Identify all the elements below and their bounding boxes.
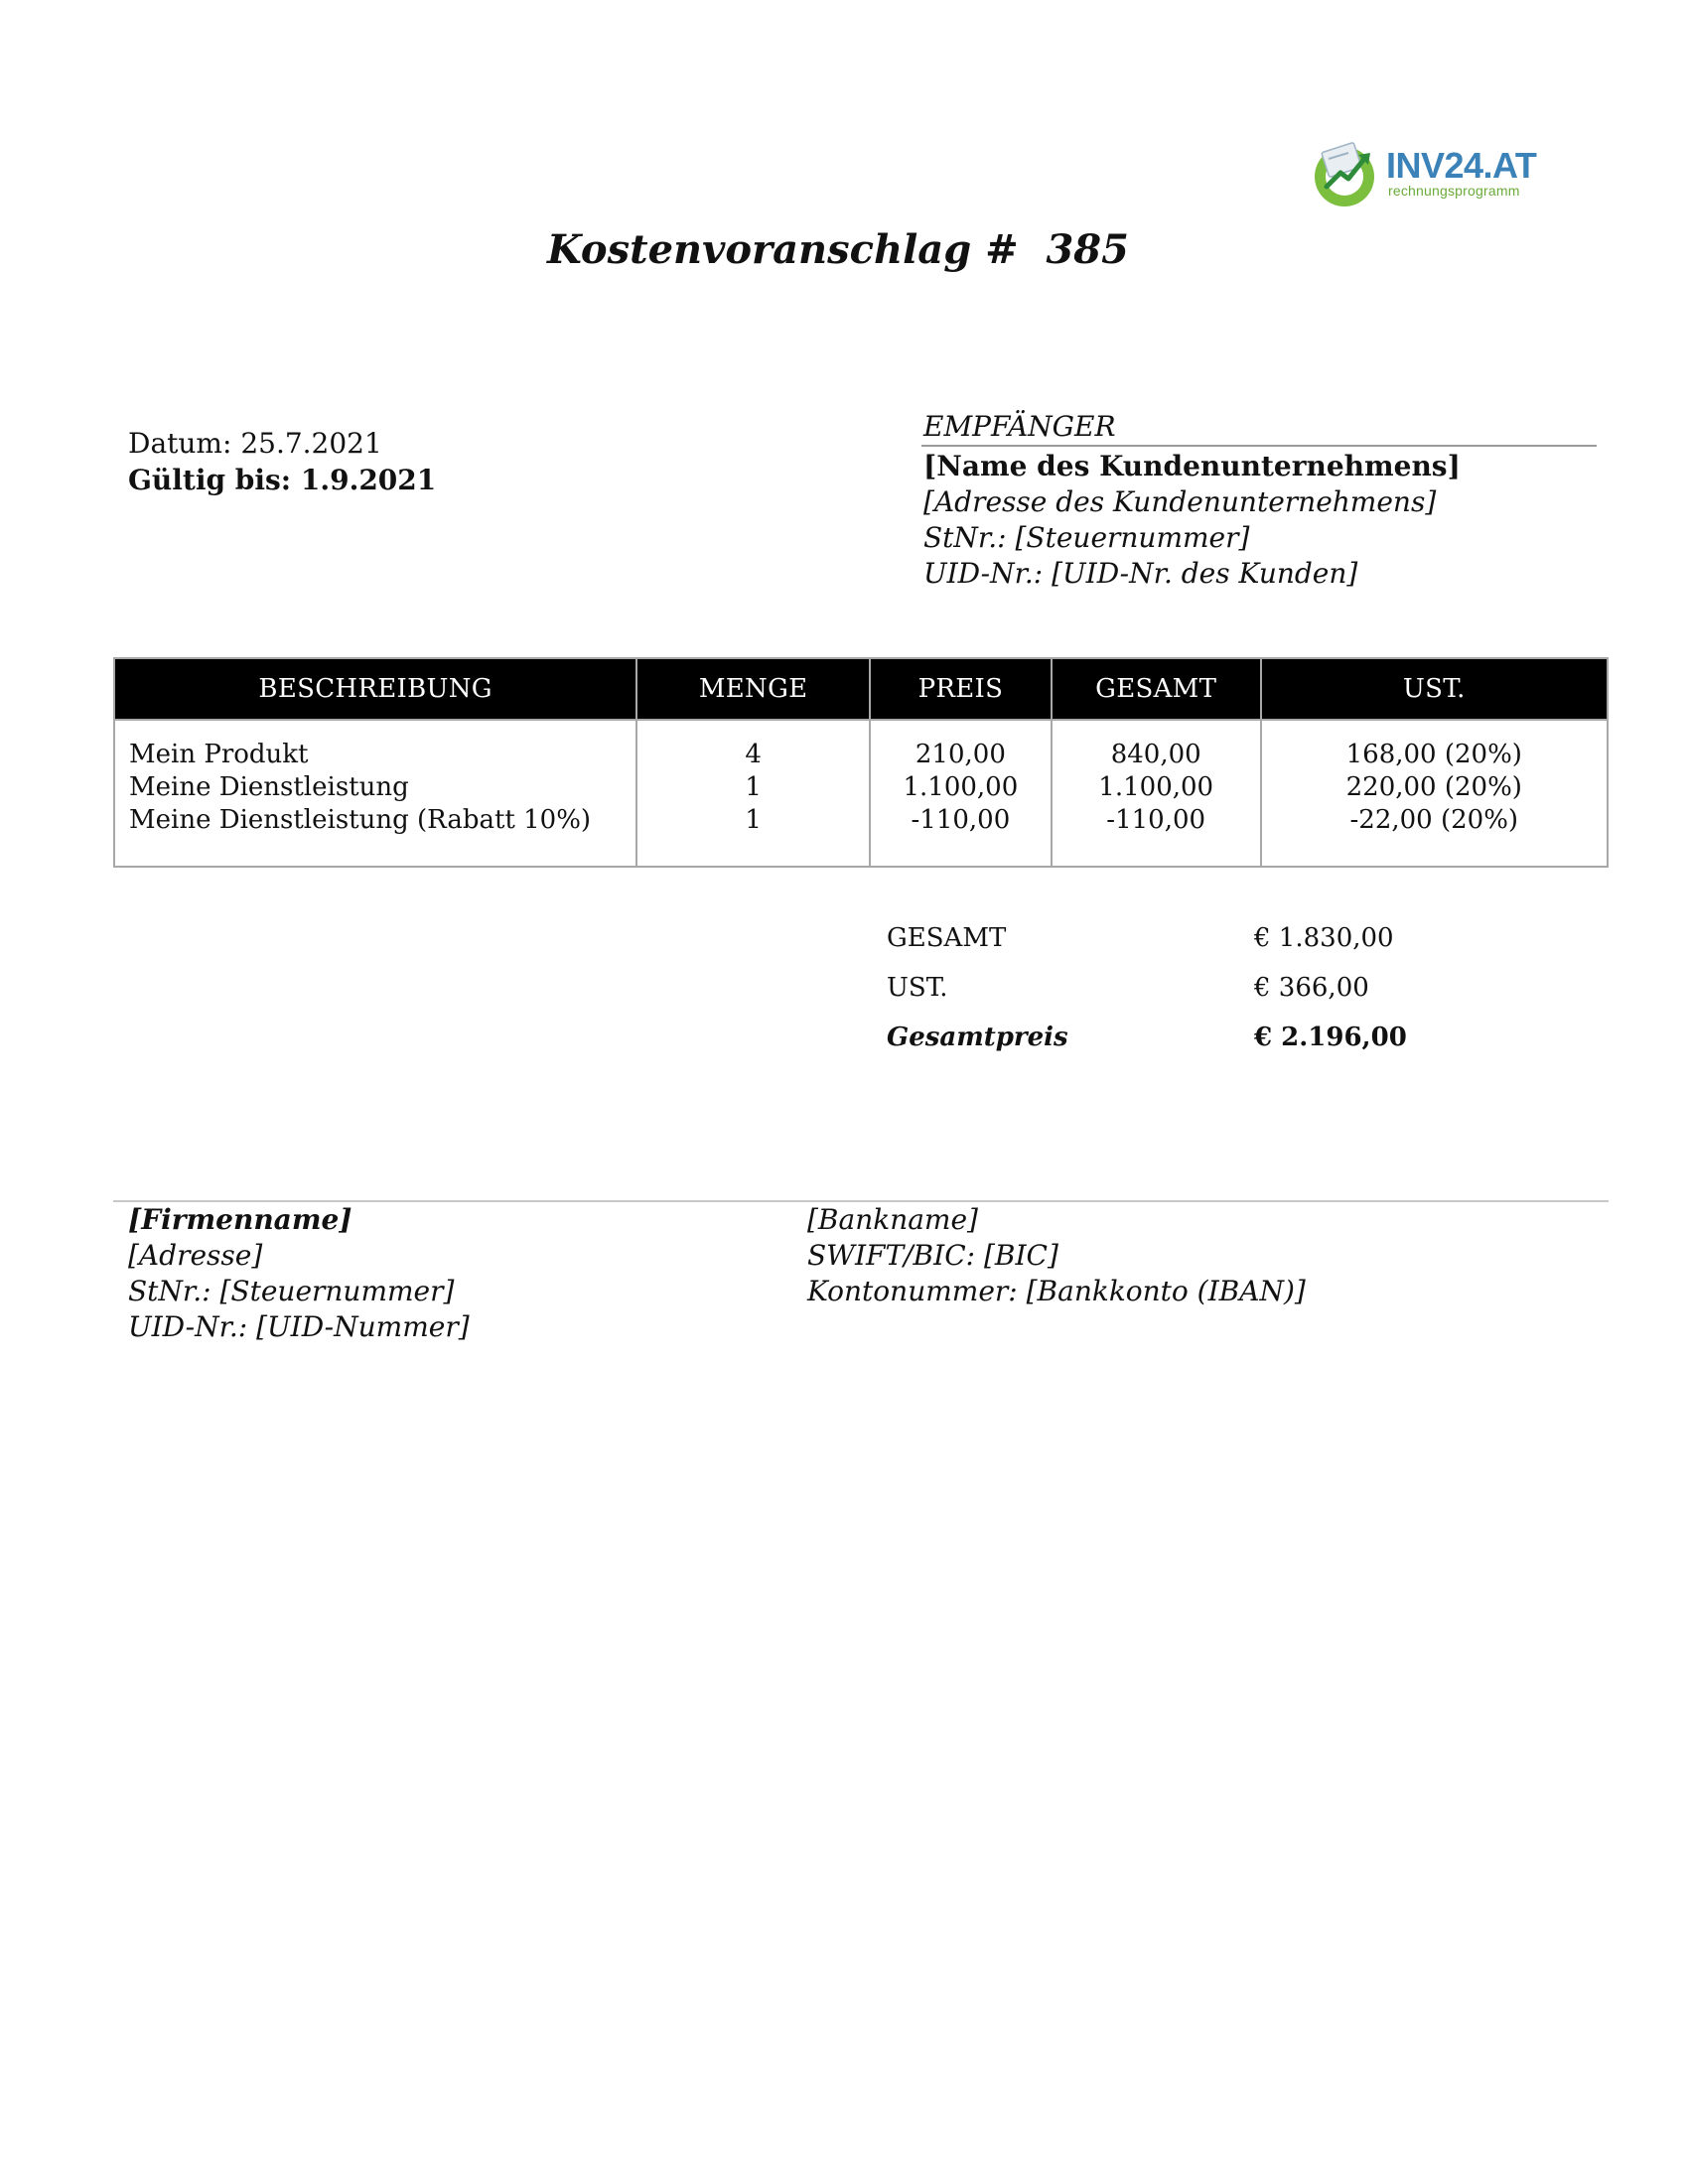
footer-company-info bbox=[128, 1202, 470, 1345]
recipient-name: [Name des Kundenunternehmens] bbox=[923, 450, 1461, 482]
recipient-block bbox=[921, 409, 1597, 592]
vat-total-value: € 366,00 bbox=[1254, 973, 1369, 1003]
document-title-text: Kostenvoranschlag # 385 bbox=[547, 226, 1129, 273]
date-block bbox=[128, 425, 436, 498]
footer-bank-name: [Bankname] bbox=[807, 1203, 978, 1236]
table-cell: -110,00 bbox=[1106, 805, 1206, 835]
document-title bbox=[0, 220, 1682, 280]
column-header-total: GESAMT bbox=[1052, 658, 1261, 720]
recipient-heading: EMPFÄNGER bbox=[921, 409, 1597, 447]
logo-name: INV24.AT bbox=[1386, 145, 1537, 186]
recipient-tax-number: StNr.: [Steuernummer] bbox=[923, 521, 1250, 554]
logo-tagline: rechnungsprogramm bbox=[1388, 183, 1520, 199]
table-cell: 168,00 (20%) bbox=[1345, 740, 1522, 769]
footer-account: Kontonummer: [Bankkonto (IBAN)] bbox=[807, 1275, 1306, 1307]
column-header-description: BESCHREIBUNG bbox=[114, 658, 636, 720]
net-total-value: € 1.830,00 bbox=[1254, 923, 1394, 953]
table-cell: Meine Dienstleistung bbox=[129, 772, 409, 802]
logo-icon bbox=[1309, 137, 1384, 212]
description-cell bbox=[114, 720, 636, 867]
company-logo bbox=[1309, 137, 1537, 212]
footer-company-address: [Adresse] bbox=[128, 1239, 263, 1272]
valid-until: Gültig bis: 1.9.2021 bbox=[128, 464, 437, 496]
table-cell: -22,00 (20%) bbox=[1349, 805, 1519, 835]
column-header-price: PREIS bbox=[870, 658, 1052, 720]
recipient-address: [Adresse des Kundenunternehmens] bbox=[923, 485, 1437, 518]
total-cell bbox=[1052, 720, 1261, 867]
table-cell: Meine Dienstleistung (Rabatt 10%) bbox=[129, 805, 592, 835]
quantity-cell bbox=[636, 720, 870, 867]
column-header-vat: UST. bbox=[1261, 658, 1608, 720]
grand-total-value: € 2.196,00 bbox=[1254, 1023, 1407, 1052]
table-cell: 210,00 bbox=[914, 740, 1006, 769]
column-header-quantity: MENGE bbox=[636, 658, 870, 720]
footer-company-name: [Firmenname] bbox=[128, 1203, 352, 1236]
net-total-label: GESAMT bbox=[887, 923, 1007, 953]
table-header-row bbox=[114, 658, 1608, 720]
table-cell: 840,00 bbox=[1110, 740, 1201, 769]
price-cell bbox=[870, 720, 1052, 867]
table-cell: 1 bbox=[745, 772, 762, 802]
items-table bbox=[113, 657, 1609, 868]
table-cell: 1.100,00 bbox=[1098, 772, 1214, 802]
footer-bank-info bbox=[807, 1202, 1306, 1309]
table-cell: 4 bbox=[745, 740, 762, 769]
vat-cell bbox=[1261, 720, 1608, 867]
recipient-vat-id: UID-Nr.: [UID-Nr. des Kunden] bbox=[923, 557, 1358, 590]
footer-company-vat-id: UID-Nr.: [UID-Nummer] bbox=[128, 1310, 470, 1343]
vat-total-label: UST. bbox=[887, 973, 948, 1003]
table-cell: -110,00 bbox=[911, 805, 1011, 835]
footer-company-tax-number: StNr.: [Steuernummer] bbox=[128, 1275, 455, 1307]
issue-date: Datum: 25.7.2021 bbox=[128, 427, 382, 460]
table-cell: 1.100,00 bbox=[903, 772, 1019, 802]
table-cell: 1 bbox=[745, 805, 762, 835]
footer-swift: SWIFT/BIC: [BIC] bbox=[807, 1239, 1058, 1272]
table-body-row bbox=[114, 720, 1608, 867]
table-cell: Mein Produkt bbox=[129, 740, 309, 769]
grand-total-label: Gesamtpreis bbox=[887, 1023, 1068, 1052]
table-cell: 220,00 (20%) bbox=[1345, 772, 1522, 802]
